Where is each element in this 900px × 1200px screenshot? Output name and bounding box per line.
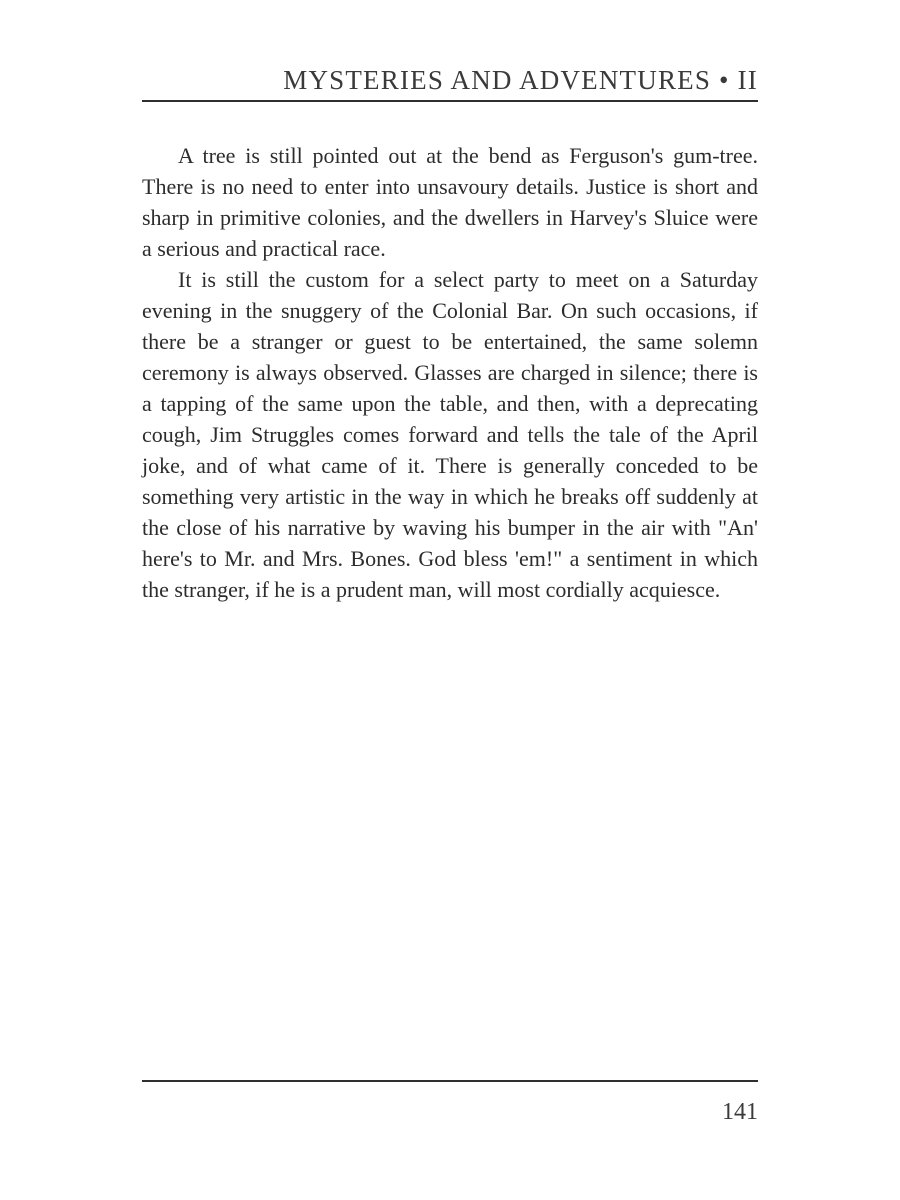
paragraph: A tree is still pointed out at the bend as Ferguson's gum-tree. There is no need to enter into unsavoury details. Justice is short and sharp in primitive colonies, and the dwellers in Harvey's Sluice were a serious and practical race. xyxy=(142,143,758,261)
body-text xyxy=(142,140,758,605)
header-rule xyxy=(142,100,758,102)
running-head: MYSTERIES AND ADVENTURES • II xyxy=(283,65,758,95)
page-number: 141 xyxy=(722,1099,758,1125)
paragraph: It is still the custom for a select party to meet on a Saturday evening in the snuggery of the Colonial Bar. On such occasions, if there be a stranger or guest to be entertained, the same solemn ceremony is always observed. Glasses are charged in silence; there is a tapping of the same upon the table, and then, with a deprecating cough, Jim Struggles comes forward and tells the tale of the April joke, and of what came of it. There is generally conceded to be something very artistic in the way in which he breaks off suddenly at the close of his narrative by waving his bumper in the air with "An' here's to Mr. and Mrs. Bones. God bless 'em!" a sentiment in which the stranger, if he is a prudent man, will most cordially acquiesce. xyxy=(142,267,758,602)
footer-rule xyxy=(142,1080,758,1082)
